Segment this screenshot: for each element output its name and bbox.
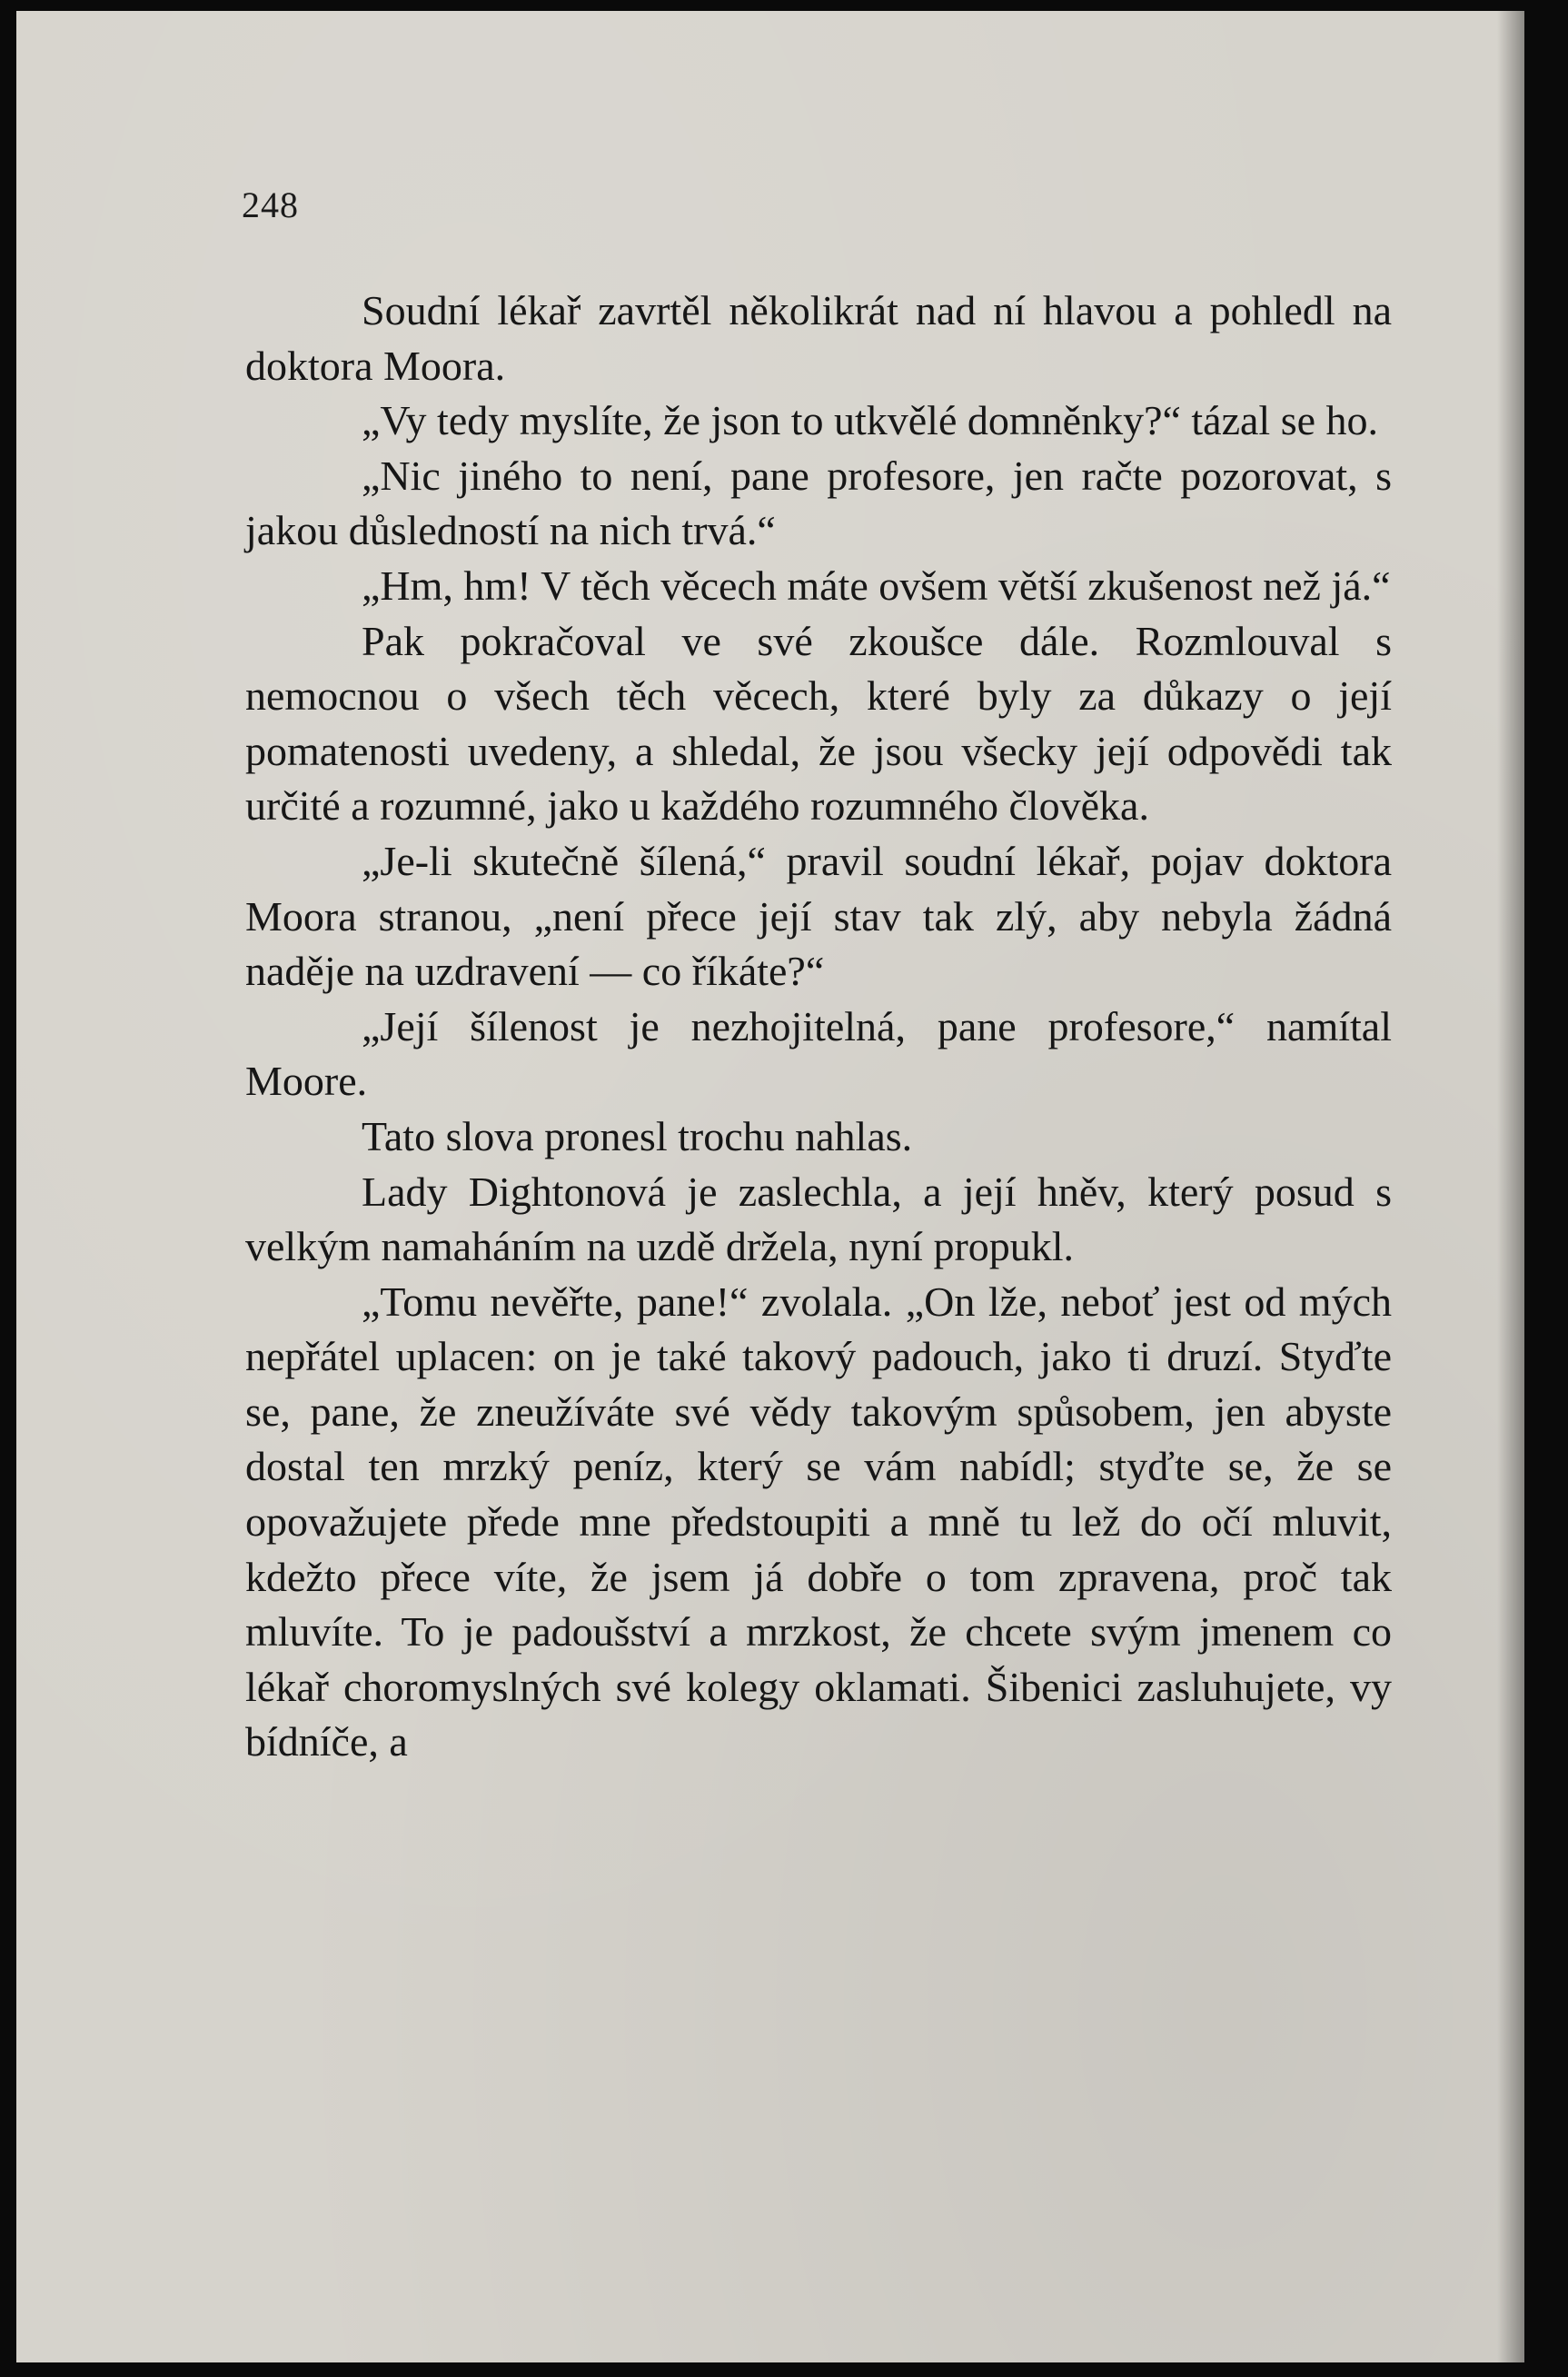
body-text xyxy=(245,283,1392,1770)
paragraph: „Hm, hm! V těch věcech máte ovšem větší zkušenost než já.“ xyxy=(362,562,1391,609)
paragraph: „Nic jiného to není, pane profesore, jen račte pozorovat, s jakou důsledností na nich trvá.“ xyxy=(245,452,1392,554)
paragraph: „Je-li skutečně šílená,“ pravil soudní lékař, pojav doktora Moora stranou, „není přece její stav tak zlý, aby nebyla žádná naděje na uzdravení — co říkáte?“ xyxy=(245,837,1392,995)
paragraph: „Vy tedy myslíte, že json to utkvělé domněnky?“ tázal se ho. xyxy=(362,397,1379,444)
paragraph: „Její šílenost je nezhojitelná, pane profesore,“ namítal Moore. xyxy=(245,1002,1392,1105)
page-number: 248 xyxy=(242,184,299,225)
paragraph: „Tomu nevěřte, pane!“ zvolala. „On lže, neboť jest od mých nepřátel uplacen: on je také takový padouch, jako ti druzí. Styďte se, pane, že zneužíváte své vědy takovým spůsobem, jen abyste dostal ten mrzký peníz, který se vám nabídl; styďte se, že se opovažujete přede mne předstoupiti a mně tu lež do očí mluvit, kdežto přece víte, že jsem já dobře o tom zpravena, proč tak mluvíte. To je padoušství a mrzkost, že chcete svým jmenem co lékař choromyslných své kolegy oklamati. Šibenici zasluhujete, vy bídníče, a xyxy=(245,1278,1392,1765)
page-edge-shadow xyxy=(1497,11,1524,2362)
paragraph: Soudní lékař zavrtěl několikrát nad ní hlavou a pohledl na doktora Moora. xyxy=(245,287,1392,389)
book-page xyxy=(16,11,1524,2362)
paragraph: Lady Dightonová je zaslechla, a její hněv, který posud s velkým namaháním na uzdě držela, nyní propukl. xyxy=(245,1168,1392,1270)
paragraph: Tato slova pronesl trochu nahlas. xyxy=(362,1112,913,1159)
paragraph: Pak pokračoval ve své zkoušce dále. Rozmlouval s nemocnou o všech těch věcech, které byly za důkazy o její pomatenosti uvedeny, a shledal, že jsou všecky její odpovědi tak určité a rozumné, jako u každého rozumného člověka. xyxy=(245,617,1392,830)
